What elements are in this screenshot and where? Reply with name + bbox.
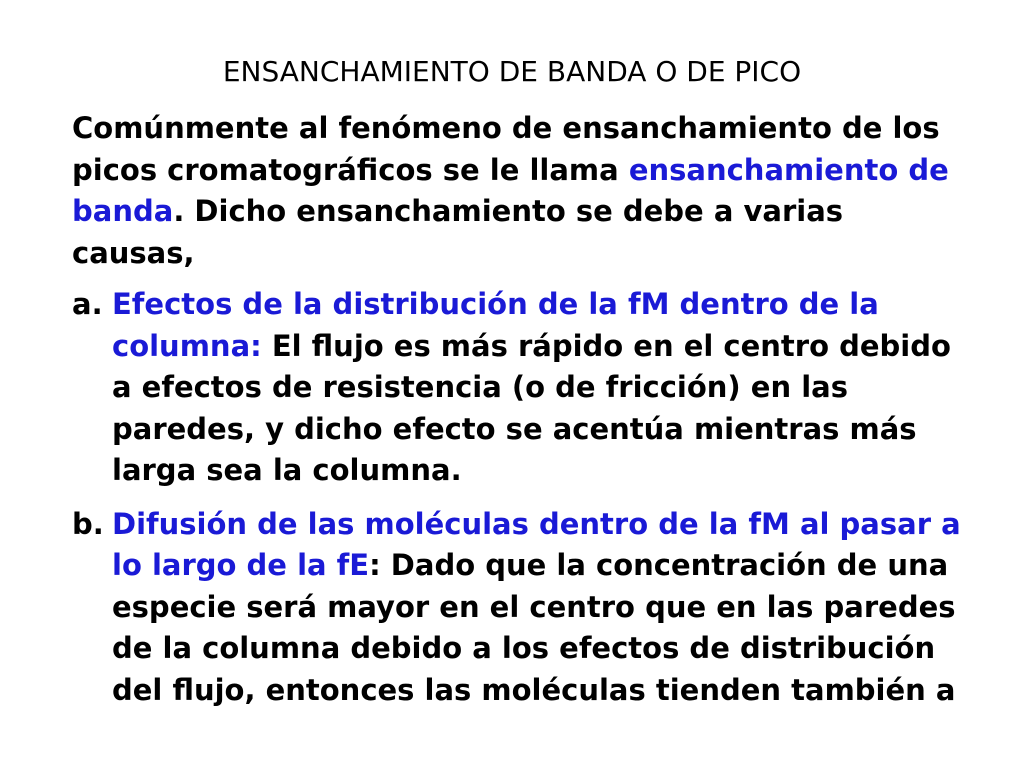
intro-line-1: Comúnmente al fenómeno de ensanchamiento de los <box>72 111 940 145</box>
item-a-line-5: larga sea la columna. <box>112 453 462 487</box>
item-b-line-5: del flujo, entonces las moléculas tienden también a <box>112 672 956 707</box>
list-item-a <box>72 284 992 492</box>
item-b-line-4: de la columna debido a los efectos de distribución <box>112 631 936 665</box>
intro-paragraph <box>72 108 992 274</box>
intro-line-3 <box>72 191 992 233</box>
item-a-line-2 <box>112 326 992 368</box>
item-b-line-2 <box>112 545 992 587</box>
item-b-line-3: especie será mayor en el centro que en las paredes <box>112 589 956 624</box>
item-a-line-2-text: El flujo es más rápido en el centro debido <box>261 328 951 363</box>
intro-line-3-text: . Dicho ensanchamiento se debe a varias <box>173 194 844 228</box>
item-a-line-4: paredes, y dicho efecto se acentúa mientras más <box>112 411 917 446</box>
intro-line-2 <box>72 150 992 192</box>
item-a-line-1: Efectos de la distribución de la fM dentro de la <box>112 287 879 321</box>
slide-body <box>72 108 992 711</box>
intro-line-4: causas, <box>72 235 195 270</box>
list-marker-b: b. <box>72 506 104 541</box>
item-a-heading-end: columna: <box>112 328 262 363</box>
intro-highlight-term: ensanchamiento de <box>628 152 949 187</box>
list-item-b <box>72 504 992 712</box>
list-marker-a: a. <box>72 287 103 321</box>
item-a-line-3: a efectos de resistencia (o de fricción) en las <box>112 370 848 404</box>
item-b-heading-end: lo largo de la fE <box>112 548 370 582</box>
intro-highlight-term-cont: banda <box>72 194 174 228</box>
item-b-line-2-text: : Dado que la concentración de una <box>369 548 949 582</box>
item-b-line-1: Difusión de las moléculas dentro de la fM al pasar a <box>112 506 961 541</box>
slide-title: ENSANCHAMIENTO DE BANDA O DE PICO <box>222 55 802 88</box>
intro-line-2-text: picos cromatográficos se le llama <box>72 152 629 187</box>
